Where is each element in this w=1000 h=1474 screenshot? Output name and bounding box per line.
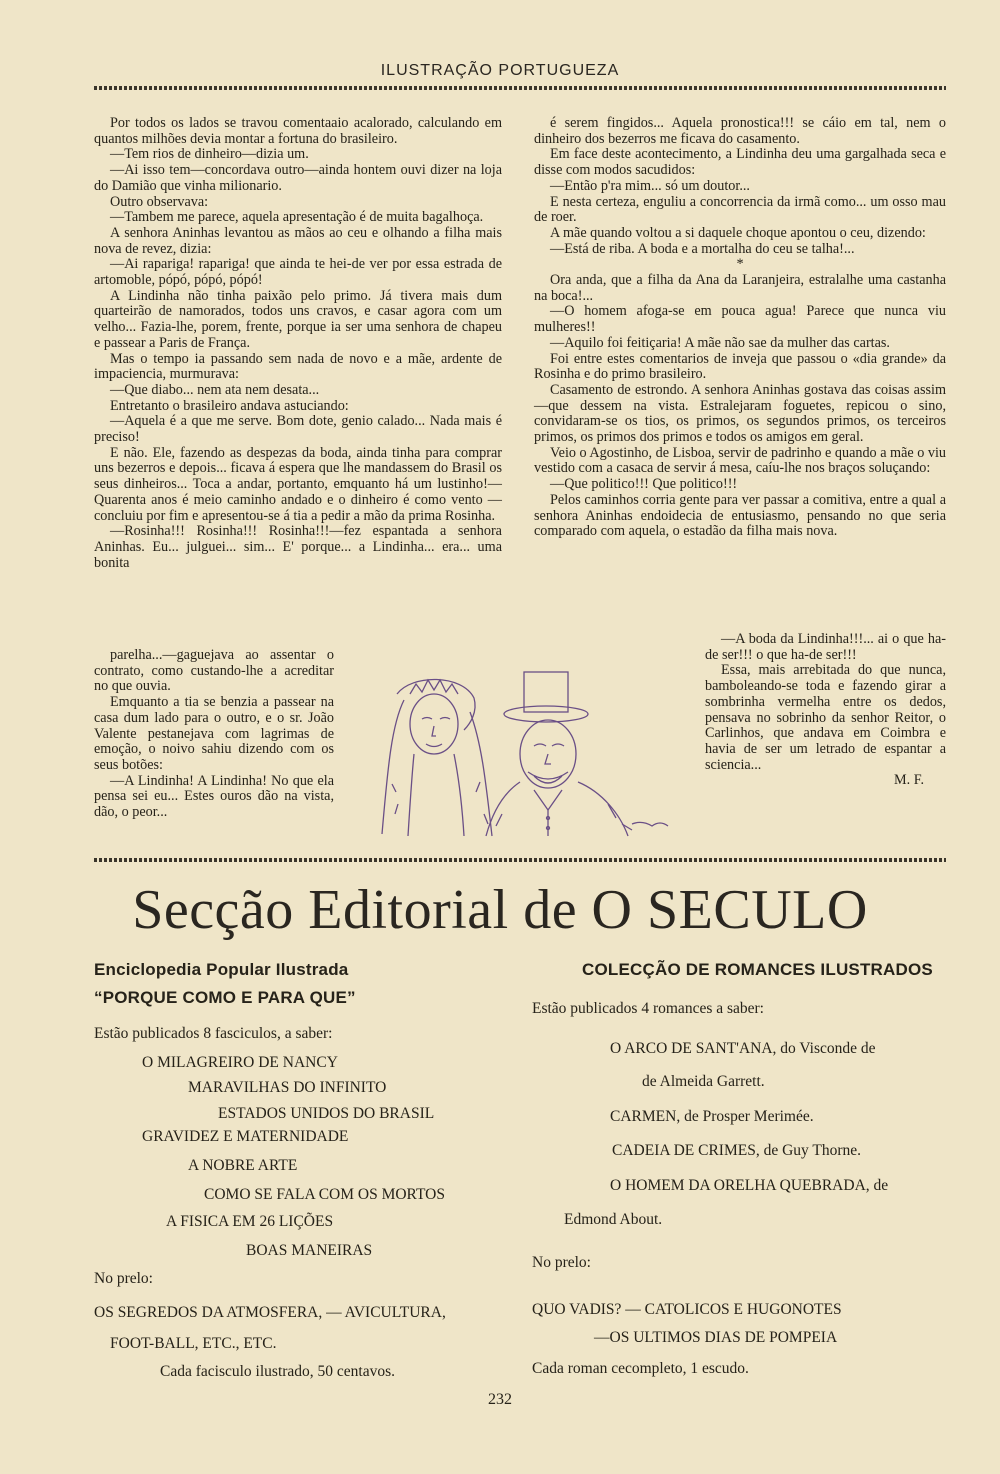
page-number: 232 [488,1391,512,1408]
encyclopedia-item: GRAVIDEZ E MATERNIDADE [142,1128,349,1145]
left-prelo-line-1: OS SEGREDOS DA ATMOSFERA, — AVICULTURA, [94,1304,446,1321]
article-right-paragraph: é serem fingidos... Aquela pronostica!!! se cáio em tal, nem o dinheiro dos bezerros me ficava do casamento. [534,115,946,147]
article-right-narrow-column [705,632,946,789]
section-separator: * [736,256,744,273]
header-rule [94,86,946,90]
article-left-narrow-paragraph: —A Lindinha! A Lindinha! No que ela pensa sei eu... Estes ouros dão na vista, dão, o peor... [94,772,334,821]
romances-heading: COLECÇÃO DE ROMANCES ILUSTRADOS [582,960,933,979]
article-right-paragraph: E nesta certeza, enguliu a concorrencia da irmã como... um osso mau de roer. [534,193,946,226]
romance-item: de Almeida Garrett. [642,1073,765,1090]
article-left-paragraph: —Tambem me parece, aquela apresentação é de muita bagalhoça. [110,209,484,226]
article-right-paragraph: —Que politico!!! Que politico!!! [550,476,738,493]
romances-intro: Estão publicados 4 romances a saber: [532,1000,764,1017]
article-left-paragraph: —Tem rios de dinheiro—dizia um. [110,146,309,163]
encyclopedia-heading: Enciclopedia Popular Ilustrada [94,960,349,979]
article-left-narrow-column [94,648,334,821]
left-prelo-label: No prelo: [94,1270,153,1287]
article-right-column [534,116,946,540]
article-left-paragraph: —Aquela é a que me serve. Bom dote, genio calado... Nada mais é preciso! [94,413,502,446]
article-left-paragraph: A Lindinha não tinha paixão pelo primo. Já tivera mais dum quarteirão de namorados, todos uns cravos, e casar agora com um velho... Fazia-lhe, porem, frente, porque ia ser uma senhora de chapeu e passear a Paris de França. [94,287,502,351]
right-prelo-label: No prelo: [532,1254,591,1271]
romance-item: CARMEN, de Prosper Merimée. [610,1108,814,1125]
article-left-paragraph: Outro observava: [110,193,209,210]
article-right-paragraph: Casamento de estrondo. A senhora Aninhas gostava das coisas assim—que dessem na vista. Estralejaram foguetes, repicou o sino, convidaram-se os tios, os primos, os segundos primos, os terceiros primos, os primos dos primos e todos os amigos em geral. [534,381,946,446]
article-left-narrow-paragraph: parelha...—gaguejava ao assentar o contrato, como custando-lhe a acreditar no que ouvia. [94,647,334,695]
right-price: Cada roman cecompleto, 1 escudo. [532,1360,749,1377]
article-left-paragraph: A senhora Aninhas levantou as mãos ao ceu e olhando a filha mais nova de revez, dizia: [94,224,502,257]
right-prelo-line-1: QUO VADIS? — CATOLICOS E HUGONOTES [532,1301,842,1318]
left-price: Cada facisculo ilustrado, 50 centavos. [160,1363,396,1380]
romance-item: CADEIA DE CRIMES, de Guy Thorne. [612,1142,861,1159]
author-signature: M. F. [893,772,924,789]
article-left-paragraph: —Ai rapariga! rapariga! que ainda te hei-de ver por essa estrada de artomoble, pópó, pópó, pópó! [94,256,502,289]
romance-item: O HOMEM DA ORELHA QUEBRADA, de [610,1177,889,1194]
encyclopedia-intro: Estão publicados 8 fasciculos, a saber: [94,1025,333,1042]
article-left-paragraph: Entretanto o brasileiro andava astuciando: [110,397,349,414]
article-right-paragraph: —Aquilo foi feitiçaria! A mãe não sae da mulher das cartas. [550,334,890,351]
article-left-paragraph: —Ai isso tem—concordava outro—ainda hontem ouvi dizer na loja do Damião que vinha milionario. [94,162,502,194]
romance-item: O ARCO DE SANT'ANA, do Visconde de [610,1040,876,1057]
encyclopedia-item: MARAVILHAS DO INFINITO [188,1079,387,1096]
article-left-column [94,116,502,571]
advert-title: Secção Editorial de O SECULO [132,879,868,941]
article-left-paragraph: —Rosinha!!! Rosinha!!! Rosinha!!!—fez espantada a senhora Aninhas. Eu... julguei... sim... E' porque... a Lindinha... era... uma bonita [94,523,502,571]
page-header: ILUSTRAÇÃO PORTUGUEZA [380,62,620,79]
article-left-paragraph: —Que diabo... nem ata nem desata... [110,381,320,398]
article-right-narrow-paragraph: —A boda da Lindinha!!!... ai o que ha-de ser!!! o que ha-de ser!!! [705,631,946,663]
left-prelo-line-2: FOOT-BALL, ETC., ETC. [110,1335,277,1352]
article-left-paragraph: E não. Ele, fazendo as despezas da boda, ainda tinha para comprar uns bezerros e depois... ficava á espera que lhe mandassem do Brasil os seus dinheiros... Toca a andar, portanto, emquanto há um lustinho!—Quarenta anos é meio caminho andado e o dinheiro é como vento — concluiu por fim e apresentou-se á tia a pedir a mão da prima Rosinha. [94,444,502,524]
article-left-paragraph: Mas o tempo ia passando sem nada de novo e a mãe, ardente de impaciencia, murmurava: [94,350,502,383]
article-right-paragraph: Ora anda, que a filha da Ana da Laranjeira, estralalhe uma castanha na boca!... [534,272,946,304]
encyclopedia-item: A FISICA EM 26 LIÇÕES [166,1213,334,1230]
article-left-paragraph: Por todos os lados se travou comentaaio acalorado, calculando em quantos milhões devia montar a fortuna do brasileiro. [94,115,502,147]
article-right-paragraph: A mãe quando voltou a si daquele choque apontou o ceu, dizendo: [550,224,926,241]
article-right-paragraph: Veio o Agostinho, de Lisboa, servir de padrinho e quando a mãe o viu vestido com a casaca de servir á mesa, caíu-lhe nos braços soluçando: [534,444,946,477]
advert-top-rule [94,858,946,862]
encyclopedia-item: A NOBRE ARTE [188,1157,298,1174]
article-right-paragraph: —Está de riba. A boda e a mortalha do ceu se talha!... [550,240,855,257]
encyclopedia-item: BOAS MANEIRAS [246,1242,373,1259]
article-right-paragraph: Foi entre estes comentarios de inveja que passou o «dia grande» da Rosinha e do primo brasileiro. [534,350,946,383]
encyclopedia-item: ESTADOS UNIDOS DO BRASIL [218,1105,435,1122]
article-right-narrow-paragraph: Essa, mais arrebitada do que nunca, bamboleando-se toda e fazendo girar a sombrinha vermelha entre os dedos, pensava no sobrinho da senhor Reitor, o Carlinhos, que andava em Coimbra e havia de ser um letrado de espantar a sciencia... [705,662,946,773]
article-right-paragraph: —Então p'ra mim... só um doutor... [550,177,750,194]
article-right-paragraph: Pelos caminhos corria gente para ver passar a comitiva, entre a qual a senhora Aninhas endoidecia de entusiasmo, pensando no que seria comparado com aquela, o estadão da filha mais nova. [534,491,946,540]
right-prelo-line-2: —OS ULTIMOS DIAS DE POMPEIA [594,1329,838,1346]
encyclopedia-item: O MILAGREIRO DE NANCY [142,1054,338,1071]
couple-illustration [352,664,682,844]
romance-item: Edmond About. [564,1211,663,1228]
encyclopedia-item: COMO SE FALA COM OS MORTOS [204,1186,445,1203]
article-right-paragraph: Em face deste acontecimento, a Lindinha deu uma gargalhada seca e disse com modos sacudidos: [534,146,946,179]
article-left-narrow-paragraph: Emquanto a tia se benzia a passear na casa dum lado para o outro, e o sr. João Valente pestanejava com lagrimas de emoção, o noivo sahiu dizendo com os seus botões: [94,694,334,773]
article-right-paragraph: —O homem afoga-se em pouca agua! Parece que nunca viu mulheres!! [534,303,946,336]
encyclopedia-subheading: “PORQUE COMO E PARA QUE” [94,988,356,1007]
